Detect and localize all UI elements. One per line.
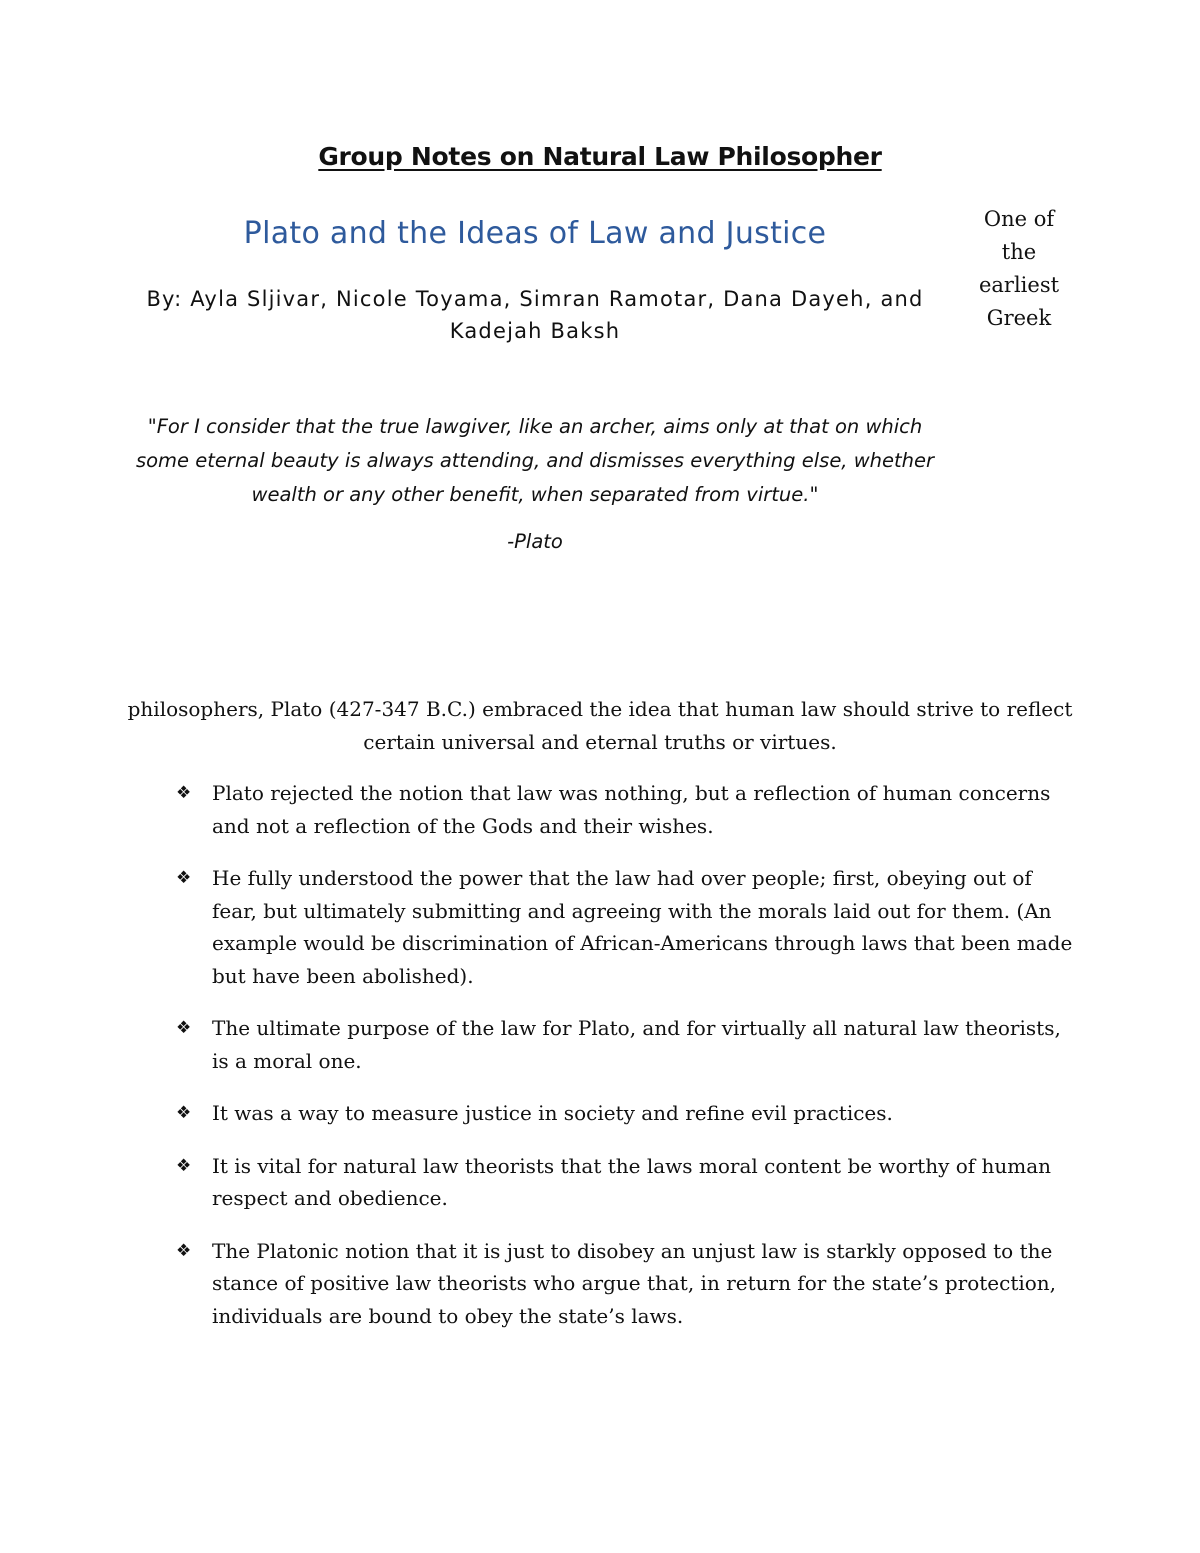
quote-attribution: -Plato <box>507 530 563 553</box>
list-item <box>176 1150 1076 1215</box>
plato-quote: "For I consider that the true lawgiver, like an archer, aims only at that on which some eternal beauty is always attending, and dismisses everything else, whether wealth or any other benefit, when separated from virtue." <box>135 415 935 506</box>
diamond-bullet-icon: ❖ <box>176 868 192 888</box>
list-item-text: Plato rejected the notion that law was nothing, but a reflection of human concerns and not a reflection of the Gods and their wishes. <box>212 781 1051 838</box>
list-item-text: The Platonic notion that it is just to disobey an unjust law is starkly opposed to the stance of positive law theorists who argue that, in return for the state’s protection, individuals are bound to obey the state’s laws. <box>212 1238 1057 1328</box>
side-note-line: earliest <box>978 273 1060 297</box>
diamond-bullet-icon: ❖ <box>176 1155 192 1176</box>
document-subtitle: Plato and the Ideas of Law and Justice <box>243 216 827 251</box>
side-note-line: the <box>1001 240 1037 264</box>
intro-paragraph: philosophers, Plato (427-347 B.C.) embraced the idea that human law should strive to reflect certain universal and eternal truths or virtues. <box>127 697 1073 754</box>
list-item <box>176 1012 1076 1077</box>
side-note-line: Greek <box>986 306 1052 330</box>
list-item-text: The ultimate purpose of the law for Plato, and for virtually all natural law theorists, is a moral one. <box>212 1016 1061 1073</box>
diamond-bullet-icon: ❖ <box>176 1103 192 1123</box>
list-item <box>176 862 1076 992</box>
authors-line: By: Ayla Sljivar, Nicole Toyama, Simran Ramotar, Dana Dayeh, and Kadejah Baksh <box>146 287 924 343</box>
diamond-bullet-icon: ❖ <box>176 783 192 803</box>
list-item-text: He fully understood the power that the law had over people; first, obeying out of fear, but ultimately submitting and agreeing with the morals laid out for them. (An example would be discrimination of African-Americans through laws that been made but have been abolished). <box>212 866 1073 988</box>
list-item-text: It is vital for natural law theorists that the laws moral content be worthy of human respect and obedience. <box>212 1153 1052 1210</box>
list-item <box>176 777 1076 842</box>
bullet-list <box>176 777 1076 1352</box>
list-item-text: It was a way to measure justice in society and refine evil practices. <box>212 1101 893 1125</box>
document-heading: Group Notes on Natural Law Philosopher <box>318 142 882 171</box>
side-note <box>964 203 1074 335</box>
list-item <box>176 1235 1076 1333</box>
diamond-bullet-icon: ❖ <box>176 1018 192 1038</box>
list-item <box>176 1097 1076 1130</box>
diamond-bullet-icon: ❖ <box>176 1240 192 1261</box>
side-note-line: One of <box>983 207 1055 231</box>
